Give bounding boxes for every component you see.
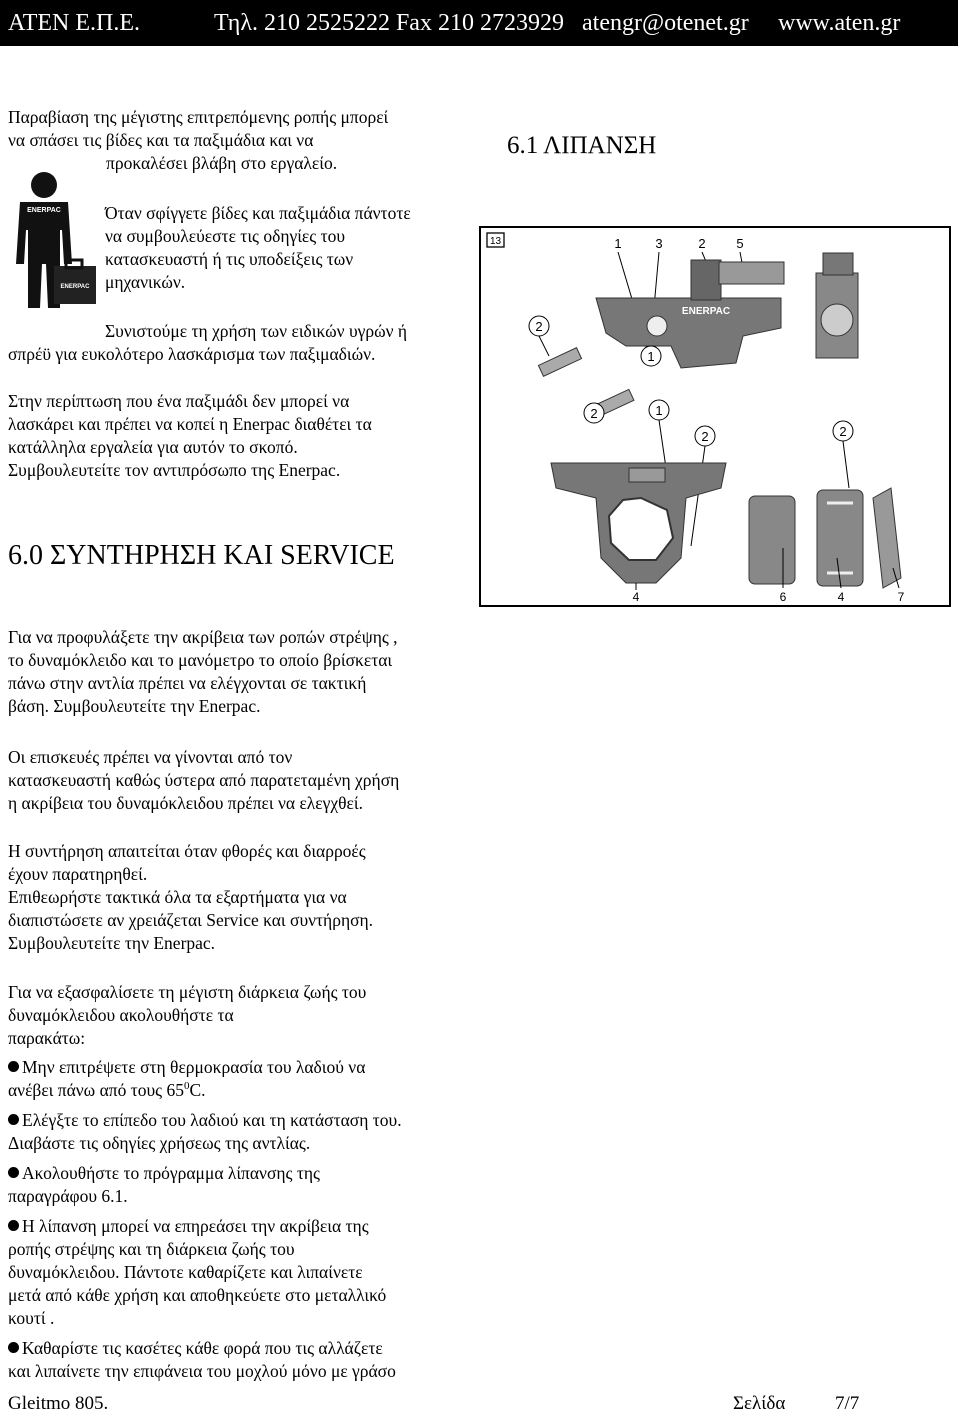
bullet-icon [8,1114,19,1125]
lubrication-figure [479,226,951,607]
callout-top: 5 [736,236,744,251]
bullet-line: μετά από κάθε χρήση και αποθηκεύετε στο μεταλλικό [8,1285,387,1305]
email-link[interactable]: atengr@otenet.gr [582,10,749,36]
figure-number: 13 [489,236,502,247]
advice-line: μηχανικών. [105,272,186,292]
bullet-line: Μην επιτρέψετε στη θερμοκρασία του λαδιού να [22,1057,366,1077]
paragraph-line: δυναμόκλειδου ακολουθήστε τα [8,1005,234,1025]
bullet-line: και λιπαίνετε την επιφάνεια του μοχλού μόνο με γράσο [8,1361,396,1381]
callout-top: 3 [655,236,663,251]
advice-line: κατασκευαστή ή τις υποδείξεις των [105,249,354,269]
warning-line: να σπάσει τις βίδες και τα παξιμάδια και να [8,130,314,150]
bullet-item [8,1162,488,1208]
stuck-nut-line: κατάλληλα εργαλεία για αυτόν το σκοπό. [8,437,298,457]
bullet-item [8,1337,488,1383]
callout-bottom: 4 [837,590,845,604]
bullet-item [8,1109,488,1155]
website-link[interactable]: www.aten.gr [778,10,901,36]
circled-callout [649,400,669,420]
bullet-icon [8,1220,19,1231]
stuck-nut-line: λασκάρει και πρέπει να κοπεί η Enerpac διαθέτει τα [8,414,372,434]
torque-wrench-lubrication-diagram [481,228,949,605]
bullet-icon [8,1167,19,1178]
circled-callout [695,426,715,446]
person-logo: ENERPAC [27,207,61,214]
bullet-item [8,1056,488,1102]
section-6-1-title: 6.1 ΛΙΠΑΝΣΗ [507,132,657,159]
spray-paragraph [8,320,478,366]
callout-bottom: 7 [897,590,905,604]
stuck-nut-line: Συμβουλευτείτε τον αντιπρόσωπο της Enerpac. [8,460,341,480]
bullet-line-tail: C. [189,1080,206,1100]
stuck-nut-paragraph [8,390,478,482]
bullet-line: ανέβει πάνω από τους 65 [8,1080,184,1100]
last-line: Gleitmo 805. [8,1393,109,1414]
bullet-line: Η λίπανση μπορεί να επηρεάσει την ακρίβεια της [22,1216,369,1236]
bullet-item [8,1215,488,1330]
page-number: 7/7 [835,1393,860,1414]
callout-bottom: 4 [632,590,640,604]
paragraph-line: πάνω στην αντλία πρέπει να ελέγχονται σε τακτική [8,673,367,693]
bullet-line: Καθαρίστε τις κασέτες κάθε φορά που τις αλλάζετε [22,1338,383,1358]
bullet-icon [8,1342,19,1353]
svg-text:2: 2 [535,319,543,334]
bullet-line: κουτί . [8,1308,55,1328]
warning-line: προκαλέσει βλάβη στο εργαλείο. [106,153,338,173]
bullet-icon [8,1061,19,1072]
bullet-line: Ελέγξτε το επίπεδο του λαδιού και τη κατάσταση του. [22,1110,402,1130]
paragraph-line: η ακρίβεια του δυναμόκλειδου πρέπει να ελεγχθεί. [8,793,363,813]
circled-callout [641,346,661,366]
svg-text:1: 1 [647,349,655,364]
bag-logo: ENERPAC [60,284,90,290]
callout-top: 1 [614,236,622,251]
paragraph-line: έχουν παρατηρηθεί. [8,864,148,884]
bullet-line: Ακολουθήστε το πρόγραμμα λίπανσης της [22,1163,320,1183]
paragraph-line: Επιθεωρήστε τακτικά όλα τα εξαρτήματα για να [8,887,347,907]
paragraph-line: Συμβουλευτείτε την Enerpac. [8,933,216,953]
circled-callout [529,316,549,336]
operator-figure [6,168,98,310]
phone-fax: Τηλ. 210 2525222 Fax 210 2723929 [214,10,564,36]
stuck-nut-line: Στην περίπτωση που ένα παξιμάδι δεν μπορεί να [8,391,350,411]
bullet-line: παραγράφου 6.1. [8,1186,128,1206]
paragraph-line: το δυναμόκλειδο και το μανόμετρο το οποίο βρίσκεται [8,650,393,670]
page-label: Σελίδα [733,1393,786,1414]
advice-line: Όταν σφίγγετε βίδες και παξιμάδια πάντοτε [105,203,411,223]
spray-line: σπρέϋ για ευκολότερο λασκάρισμα των παξιμαδιών. [8,344,376,364]
svg-text:2: 2 [701,429,709,444]
maintenance-paragraph-1 [8,626,478,718]
paragraph-line: βάση. Συμβουλευτείτε την Enerpac. [8,696,261,716]
advice-line: να συμβουλεύεστε τις οδηγίες του [105,226,346,246]
paragraph-line: κατασκευαστή καθώς ύστερα από παρατεταμένη χρήση [8,770,400,790]
circled-callout [584,403,604,423]
paragraph-line: Η συντήρηση απαιτείται όταν φθορές και διαρροές [8,841,366,861]
bullet-line: ροπής στρέψης και τη διάρκεια ζωής του [8,1239,295,1259]
bullet-line: Διαβάστε τις οδηγίες χρήσεως της αντλίας. [8,1133,311,1153]
figure-logo: ENERPAC [681,306,731,317]
paragraph-line: Για να εξασφαλίσετε τη μέγιστη διάρκεια ζωής του [8,982,367,1002]
paragraph-line: Για να προφυλάξετε την ακρίβεια των ροπών στρέψης , [8,627,398,647]
svg-text:2: 2 [839,424,847,439]
person-with-bag-icon [6,168,98,310]
maintenance-paragraph-3 [8,840,478,955]
header-bar [0,0,958,46]
warning-paragraph [8,106,468,175]
warning-line: Παραβίαση της μέγιστης επιτρεπόμενης ροπής μπορεί [8,107,389,127]
maintenance-paragraph-2 [8,746,478,815]
svg-text:1: 1 [655,403,663,418]
circled-callout [833,421,853,441]
bullet-line: δυναμόκλειδου. Πάντοτε καθαρίζετε και λιπαίνετε [8,1262,363,1282]
advice-paragraph [105,202,475,294]
paragraph-line: παρακάτω: [8,1028,86,1048]
maintenance-bullet-list [8,1056,488,1383]
svg-text:2: 2 [590,406,598,421]
paragraph-line: διαπιστώσετε αν χρειάζεται Service και συντήρηση. [8,910,374,930]
company-name: ΑΤΕΝ Ε.Π.Ε. [8,10,140,36]
maintenance-paragraph-4 [8,981,478,1050]
paragraph-line: Οι επισκευές πρέπει να γίνονται από τον [8,747,293,767]
callout-bottom: 6 [779,590,787,604]
degree-superscript: 0 [183,1080,190,1093]
callout-top: 2 [698,236,706,251]
spray-line: Συνιστούμε τη χρήση των ειδικών υγρών ή [105,321,408,341]
section-6-0-title: 6.0 ΣΥΝΤΗΡΗΣΗ ΚΑΙ SERVICE [8,540,395,571]
